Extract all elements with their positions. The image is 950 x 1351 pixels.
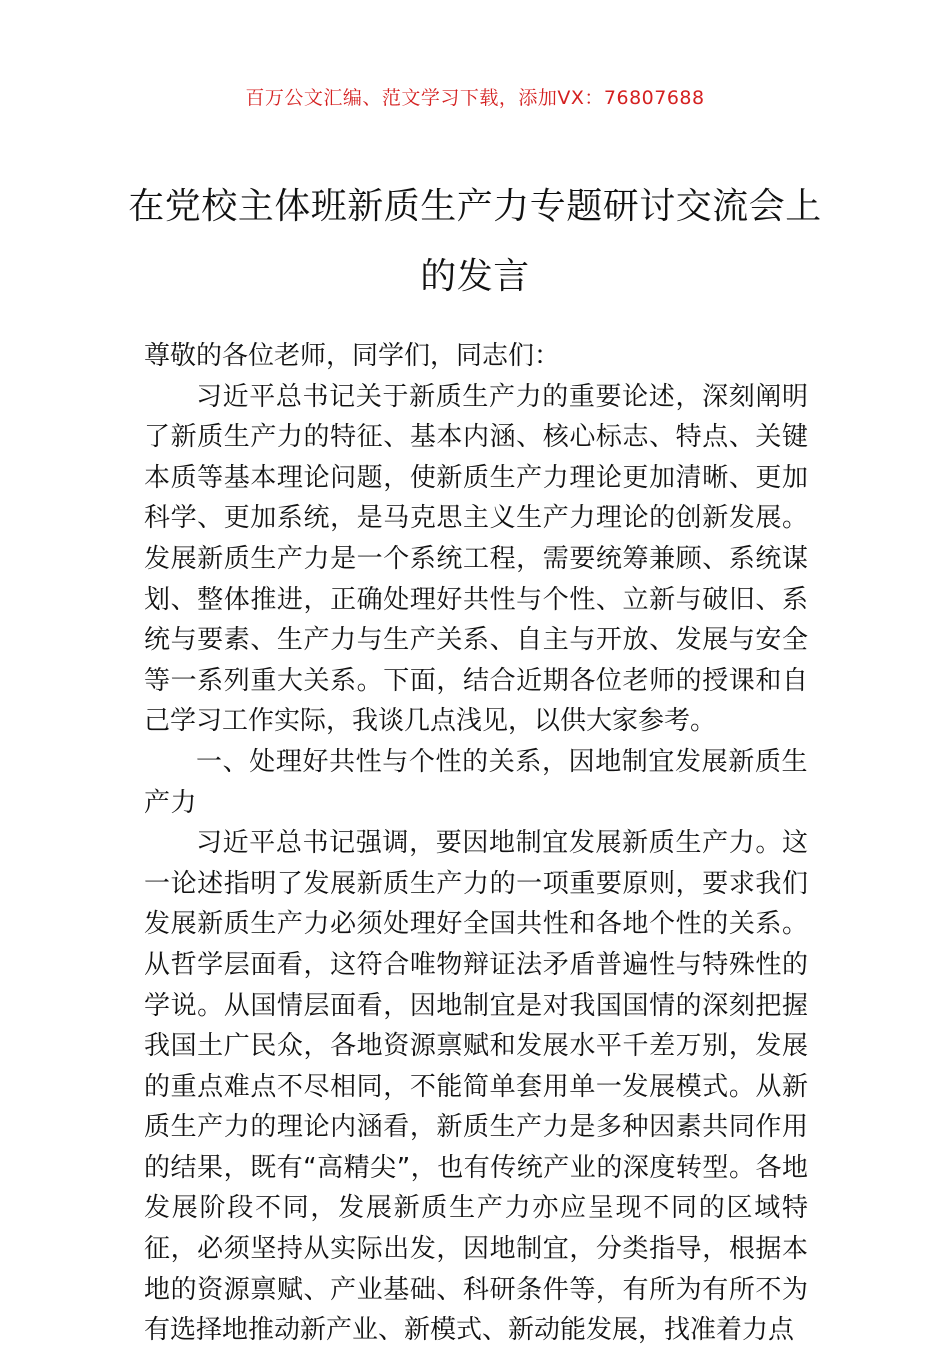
document-title: 在党校主体班新质生产力专题研讨交流会上的发言 (128, 186, 822, 297)
watermark-text: 百万公文汇编、范文学习下载，添加VX：76807688 (245, 87, 705, 109)
intro-paragraph: 习近平总书记关于新质生产力的重要论述，深刻阐明了新质生产力的特征、基本内涵、核心标志、特点、关键本质等基本理论问题，使新质生产力理论更加清晰、更加科学、更加系统，是马克思主义生产力理论的创新发展。发展新质生产力是一个系统工程，需要统筹兼顾、系统谋划、整体推进，正确处理好共性与个性、立新与破旧、系统与要素、生产力与生产关系、自主与开放、发展与安全等一系列重大关系。下面，结合近期各位老师的授课和自己学习工作实际，我谈几点浅见，以供大家参考。 (144, 381, 808, 737)
section-paragraph: 习近平总书记强调，要因地制宜发展新质生产力。这一论述指明了发展新质生产力的一项重要原则，要求我们发展新质生产力必须处理好全国共性和各地个性的关系。从哲学层面看，这符合唯物辩证法矛盾普遍性与特殊性的学说。从国情层面看，因地制宜是对我国国情的深刻把握我国土广民众，各地资源禀赋和发展水平千差万别，发展的重点难点不尽相同，不能简单套用单一发展模式。从新质生产力的理论内涵看，新质生产力是多种因素共同作用的结果，既有“高精尖”，也有传统产业的深度转型。各地发展阶段不同，发展新质生产力亦应呈现不同的区域特征，必须坚持从实际出发，因地制宜，分类指导，根据本地的资源禀赋、产业基础、科研条件等，有所为有所不为有选择地推动新产业、新模式、新动能发展，找准着力点 (144, 828, 808, 1346)
section-heading: 一、处理好共性与个性的关系，因地制宜发展新质生产力 (144, 746, 808, 818)
document-body (144, 336, 808, 1351)
salutation: 尊敬的各位老师，同学们，同志们： (144, 341, 561, 371)
